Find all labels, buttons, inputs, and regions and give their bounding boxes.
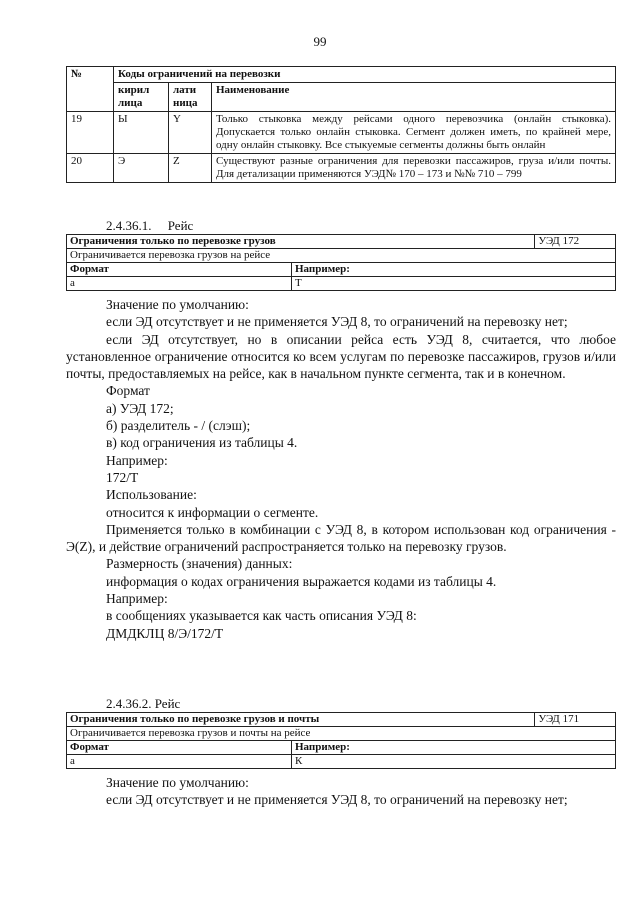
col-name-header: Наименование [212,83,616,112]
box-code: УЭД 171 [535,713,616,727]
page-number: 99 [313,34,327,49]
paragraph: относится к информации о сегменте. [106,504,319,520]
paragraph: в сообщениях указывается как часть описания УЭД 8: [106,608,417,624]
paragraph: Формат [106,383,150,399]
paragraph: если ЭД отсутствует, но в описании рейса есть УЭД 8, считается, что любое установленное ограничение относится ко всем услугам по перевозке пассажиров, грузов и/или почты, предоставляемых на рейсе, как в начальном пункте сегмента, так и в конечном. [66,331,616,382]
paragraph: Значение по умолчанию: [106,775,249,790]
paragraph: б) разделитель - / (слэш); [106,418,251,434]
row-cyrillic: Э [114,154,169,183]
example-label: Например: [292,263,616,277]
paragraph: 172/T [106,469,139,485]
paragraph: Значение по умолчанию: [106,297,249,312]
paragraph: Применяется только в комбинации с УЭД 8, в котором использован код ограничения - Э(Z), и действие ограничений распространяется только на перевозку грузов. [66,521,616,555]
box-description: Ограничивается перевозка грузов на рейсе [67,249,616,263]
paragraph: Размерность (значения) данных: [106,556,293,572]
paragraph: Использование: [106,487,197,503]
box-title: Ограничения только по перевозке грузов и почты [67,713,535,727]
table-subheader-row [67,83,616,112]
col-number-header: № [67,67,114,112]
paragraph: информация о кодах ограничения выражается кодами из таблицы 4. [106,573,497,589]
format-value: a [67,755,292,769]
col-cyrillic-header: кирил лица [114,83,169,112]
paragraph: Например: [106,591,168,607]
section-heading-2: 2.4.36.2. Рейс [106,696,181,711]
row-number: 20 [67,154,114,183]
col-latin-header: лати ница [169,83,212,112]
row-latin: Z [169,154,212,183]
paragraph: если ЭД отсутствует и не применяется УЭД 8, то ограничений на перевозку нет; [106,792,568,808]
paragraph: а) УЭД 172; [106,400,174,416]
table-row [67,112,616,154]
row-number: 19 [67,112,114,154]
format-value: a [67,277,292,291]
element-box-1 [66,234,616,291]
row-name: Только стыковка между рейсами одного перевозчика (онлайн стыковка). Допускается только онлайн стыковка. Сегмент должен иметь, по крайней мере, одну онлайн стыковку. Все стыкуемые сегменты должны быть онлайн [212,112,616,154]
paragraph: ДМДКЛЦ 8/Э/172/Т [106,625,224,641]
paragraph: Например: [106,452,168,468]
body-text-1 [66,296,616,642]
format-label: Формат [67,741,292,755]
paragraph: если ЭД отсутствует и не применяется УЭД 8, то ограничений на перевозку нет; [106,314,568,330]
table-row [67,154,616,183]
paragraph: в) код ограничения из таблицы 4. [106,435,298,451]
col-codes-header: Коды ограничений на перевозки [114,67,616,83]
format-label: Формат [67,263,292,277]
table-header-row [67,67,616,83]
row-cyrillic: Ы [114,112,169,154]
restriction-codes-table [66,66,616,183]
box-description: Ограничивается перевозка грузов и почты на рейсе [67,727,616,741]
element-box-2 [66,712,616,769]
example-value: К [292,755,616,769]
box-code: УЭД 172 [535,235,616,249]
example-value: T [292,277,616,291]
row-name: Существуют разные ограничения для перевозки пассажиров, груза и/или почты. Для детализации применяются УЭД№ 170 – 173 и №№ 710 – 799 [212,154,616,183]
example-label: Например: [292,741,616,755]
row-latin: Y [169,112,212,154]
body-text-2 [66,774,616,809]
box-title: Ограничения только по перевозке грузов [67,235,535,249]
section-heading-1: 2.4.36.1. Рейс [106,218,194,233]
